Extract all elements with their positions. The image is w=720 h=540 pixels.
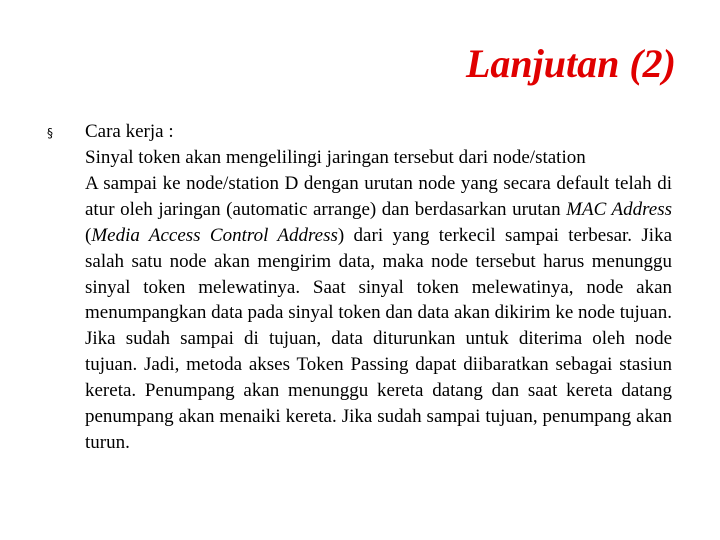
slide-content	[85, 119, 672, 456]
body-text-part-1: A sampai ke node/station D dengan urutan node yang secara default telah di atur oleh jaringan (automatic arrange) dan berdasarkan urutan	[85, 172, 672, 220]
slide-title: Lanjutan (2)	[465, 41, 676, 86]
lead-text: Cara kerja :	[85, 121, 174, 142]
bullet-marker: §	[47, 126, 53, 140]
body-first-line: Sinyal token akan mengelilingi jaringan tersebut dari node/station	[85, 147, 586, 168]
mac-address-term: MAC Address	[566, 198, 672, 220]
body-paragraph	[85, 145, 672, 456]
body-text-part-3: ) dari yang terkecil sampai terbesar. Jika salah satu node akan mengirim data, maka node tersebut harus menunggu sinyal token melewatinya. Saat sinyal token melewatinya, node akan menumpangkan data pada sinyal token dan data akan dikirim ke node tujuan. Jika sudah sampai di tujuan, data diturunkan untuk diterima oleh node tujuan. Jadi, metoda akses Token Passing dapat diibaratkan sebagai stasiun kereta. Penumpang akan menunggu kereta datang dan saat kereta datang penumpang akan menaiki kereta. Jika sudah sampai tujuan, penumpang akan turun.	[85, 224, 673, 453]
body-text-part-2: (	[85, 224, 92, 246]
body-continuation	[85, 171, 672, 456]
mac-address-expansion: Media Access Control Address	[91, 224, 338, 246]
